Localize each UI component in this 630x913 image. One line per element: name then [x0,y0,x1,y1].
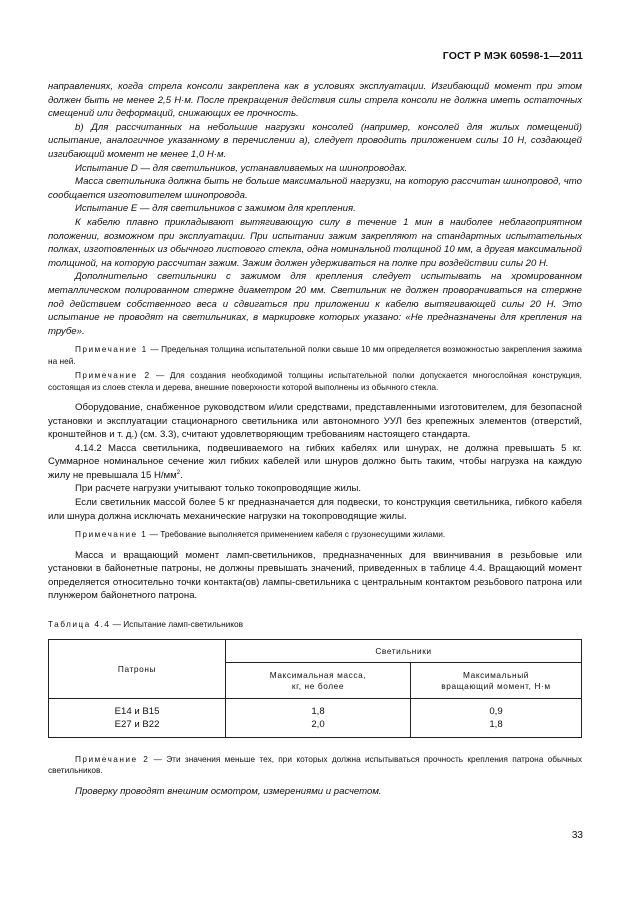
lamp-test-table [48,639,582,738]
paragraph: b) Для рассчитанных на небольшие нагрузки консолей (например, консолей для жилых помещений) испытание, аналогичное указанному в перечислении a), следует проводить приложением силы 10 Н, создающей изгибающий момент не менее 1,0 Н·м. [48,121,582,160]
header-max-torque-line2: вращающий момент, Н·м [441,680,551,691]
note-label: Примечание 2 [75,370,151,381]
paragraph: К кабелю плавно прикладывают вытягивающую силу в течение 1 мин в наиболее неблагоприятном положении, возможном при эксплуатации. При испытании зажим закрепляют на стандартных испытательных полках, изготовленных из обычного листового стекла, одна номинальной толщиной 10 мм, а другая максимальной толщиной, на которую рассчитан зажим. Зажим должен удерживаться на полке при воздействии силы 20 Н. [48,216,582,269]
header-max-mass-line2: кг, не более [291,680,345,691]
note-text: — Для создания необходимой толщины испытательной полки допускается многослойная конструкция, состоящая из слоев стекла и дерева, внешние поверхности которой выполнены из обычного стекла. [48,370,582,392]
paragraph: Масса и вращающий момент ламп-светильников, предназначенных для ввинчивания в резьбовые или установки в байонетные патроны, не должны превышать значений, приведенных в таблице 4.4. Вращающий момент определяется относительно точки контакта(ов) лампы-светильника с центральным контактом резьбового патрона или плунжером байонетного патрона. [48,549,582,602]
header-sockets: Патроны [49,640,226,699]
note-text: — Эти значения меньше тех, при которых должна испытываться прочность крепления патрона обычных светильников. [48,754,582,776]
paragraph: Проверку проводят внешним осмотром, измерениями и расчетом. [75,785,382,797]
page-number: 33 [571,830,583,841]
cell-torque: 0,9 [411,699,582,719]
note-label: Примечание 1 [75,529,148,540]
test-heading-d: Испытание D — для светильников, устанавливаемых на шинопроводах. [75,162,408,174]
note [48,529,582,540]
note-text: — Требование выполняется применением кабеля с грузонесущими жилами. [147,529,446,540]
table-row [49,718,582,738]
superscript: 2 [176,469,181,476]
note-label: Примечание 1 [75,344,148,355]
cell-mass: 1,8 [226,699,411,719]
paragraph: При расчете нагрузки учитывают только токопроводящие жилы. [75,483,362,495]
paragraph: Масса светильника должна быть не больше максимальной нагрузки, на которую рассчитан шинопровод, что сообщается изготовителем шинопровода. [48,176,582,201]
table-row [49,699,582,719]
clause-text-end: . [180,469,183,481]
cell-socket: E14 и B15 [49,699,226,719]
header-max-torque [411,663,582,699]
clause-4-14-2 [48,442,582,483]
note-text: — Предельная толщина испытательной полки свыше 10 мм определяется возможностью закрепления зажима на ней. [48,344,582,366]
header-max-mass [226,663,411,699]
header-max-torque-line1: Максимальный [463,669,529,680]
cell-socket: E27 и B22 [49,718,226,738]
test-heading-e: Испытание E — для светильников с зажимом для крепления. [75,203,356,215]
caption-label: Таблица 4.4 [48,619,111,630]
note [48,754,582,777]
paragraph: Если светильник массой более 5 кг предназначается для подвески, то конструкция светильника, гибкого кабеля или шнура должна исключать механические нагрузки на токопроводящие жилы. [48,497,582,522]
header-luminaires: Светильники [226,640,582,663]
table-caption [48,619,582,630]
caption-text: — Испытание ламп-светильников [110,619,244,630]
paragraph: направлениях, когда стрела консоли закреплена как в условиях эксплуатации. Изгибающий момент при этом должен быть не менее 2,5 Н·м. После прекращения действия силы стрела консоли не должна иметь остаточных смещений или деформаций, снижающих ее прочность. [48,81,582,120]
clause-text: 4.14.2 Масса светильника, подвешиваемого на гибких кабелях или шнурах, не должна превышать 5 кг. Суммарное номинальное сечение жил гибких кабелей или шнуров должно быть таким, чтобы нагрузка на каждую жилу не превышала 15 Н/мм [48,442,582,481]
page-content [48,80,582,798]
paragraph: Дополнительно светильники с зажимом для крепления следует испытывать на хромированном металлическом полированном стержне диаметром 20 мм. Светильник не должен проворачиваться на стержне под действием собственного веса и сдвигаться при приложении к кабелю вытягивающей силы 20 Н. Это испытание не проводят на светильниках, в маркировке которых указано: «Не предназначены для крепления на трубе». [48,271,582,337]
note [48,344,582,367]
header-max-mass-line1: Максимальная масса, [269,669,367,680]
cell-mass: 2,0 [226,718,411,738]
note-label: Примечание 2 [75,754,150,765]
document-header: ГОСТ Р МЭК 60598-1—2011 [442,50,583,62]
note [48,370,582,393]
cell-torque: 1,8 [411,718,582,738]
paragraph: Оборудование, снабженное руководством и/или средствами, представленными изготовителем, для безопасной установки и эксплуатации стационарного светильника или автономного УУЛ без крепежных элементов (отверстий, кронштейнов и т. д.) (см. 3.3), считают удовлетворяющим требованиям настоящего стандарта. [48,401,582,441]
